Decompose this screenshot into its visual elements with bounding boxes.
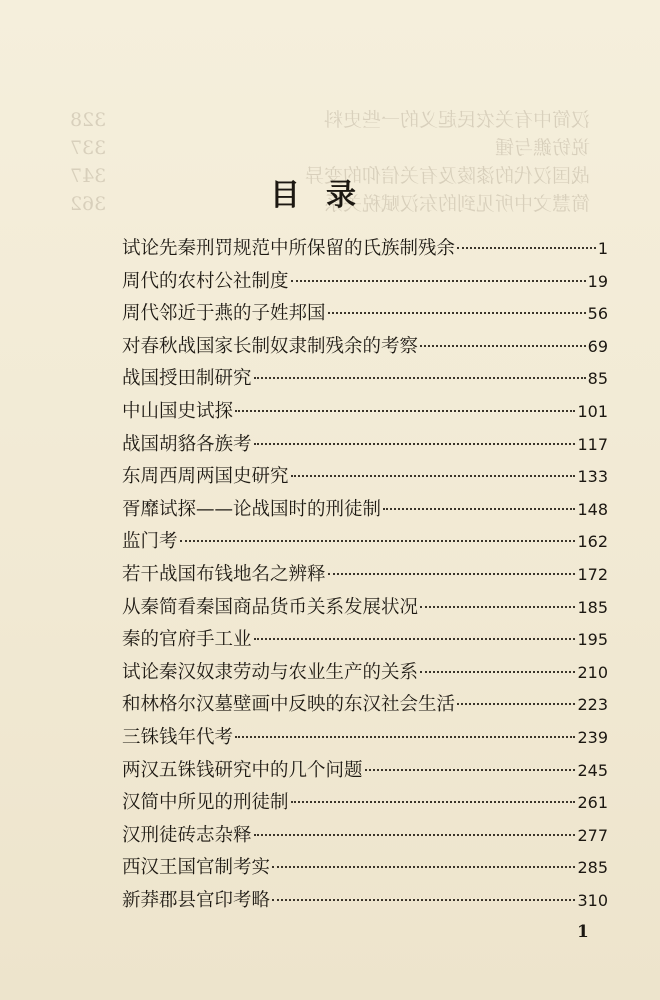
- leader-dots: [272, 879, 575, 901]
- leader-dots: [383, 488, 575, 510]
- toc-entry-page: 162: [577, 532, 608, 552]
- page-number: 1: [577, 922, 589, 942]
- leader-dots: [180, 520, 576, 542]
- leader-dots: [291, 455, 576, 477]
- toc-entry-page: 1: [597, 239, 608, 258]
- bleed-through-line: 简慧文中所见到的东汉赋税关系 362: [70, 193, 590, 215]
- toc-entry-title: 东周西周两国史研究: [122, 466, 289, 488]
- toc-entry-title: 战国授田制研究: [122, 368, 252, 390]
- leader-dots: [420, 651, 575, 673]
- leader-dots: [457, 683, 575, 705]
- toc-entry: [122, 884, 608, 917]
- toc-entry-page: 210: [577, 662, 608, 682]
- toc-entry-title: 秦的官府手工业: [122, 629, 252, 651]
- leader-dots: [235, 716, 575, 738]
- leader-dots: [272, 846, 575, 868]
- toc-entry-page: 148: [577, 499, 608, 519]
- toc-entry-title: 三铢钱年代考: [122, 726, 234, 748]
- toc-entry-title: 汉简中所见的刑徒制: [122, 792, 289, 814]
- toc-entry-page: 56: [587, 304, 608, 324]
- toc-entry-title: 汉刑徒砖志杂释: [122, 824, 252, 846]
- bleed-through-line: 汉简中有关农民起义的一些史料 328: [70, 109, 590, 131]
- toc-entry-page: 285: [577, 858, 608, 878]
- leader-dots: [457, 227, 596, 249]
- toc-entry-title: 和林格尔汉墓壁画中反映的东汉社会生活: [122, 694, 456, 716]
- leader-dots: [235, 390, 575, 412]
- leader-dots: [420, 325, 586, 347]
- leader-dots: [254, 814, 576, 836]
- leader-dots: [420, 586, 575, 608]
- toc-entry-title: 试论先秦刑罚规范中所保留的氏族制残余: [122, 238, 456, 259]
- toc-entry-title: 中山国史试探: [122, 400, 234, 422]
- toc-entry-page: 310: [577, 890, 608, 910]
- leader-dots: [365, 749, 576, 771]
- toc-entry-page: 117: [577, 434, 608, 454]
- toc-entry-title: 战国胡貉各族考: [122, 433, 252, 455]
- leader-dots: [328, 553, 576, 575]
- leader-dots: [254, 618, 576, 640]
- toc-title: 目录: [270, 178, 382, 213]
- toc-entry-page: 195: [577, 630, 608, 650]
- bleed-through-line: 说钫鐎与锺 337: [70, 137, 590, 159]
- toc-entry-title: 周代邻近于燕的子姓邦国: [122, 303, 326, 325]
- toc-entry-title: 从秦简看秦国商品货币关系发展状况: [122, 596, 419, 618]
- toc-entry-page: 85: [587, 369, 608, 389]
- toc-entry-title: 西汉王国官制考实: [122, 857, 271, 879]
- toc-entry-page: 261: [577, 793, 608, 813]
- toc-entry-page: 239: [577, 727, 608, 747]
- toc-entry-title: 对春秋战国家长制奴隶制残余的考察: [122, 335, 419, 357]
- toc-list: [122, 232, 608, 916]
- toc-entry-title: 若干战国布钱地名之辨释: [122, 563, 326, 585]
- toc-entry-page: 277: [577, 825, 608, 845]
- leader-dots: [291, 781, 576, 803]
- toc-entry-page: 245: [577, 760, 608, 780]
- toc-entry-page: 185: [577, 597, 608, 617]
- toc-entry-page: 133: [577, 467, 608, 487]
- leader-dots: [291, 260, 586, 282]
- leader-dots: [254, 423, 576, 445]
- toc-entry-page: 101: [577, 401, 608, 421]
- toc-entry-title: 监门考: [122, 531, 178, 553]
- leader-dots: [254, 357, 586, 379]
- toc-entry-title: 新莽郡县官印考略: [122, 889, 271, 911]
- toc-entry-page: 223: [577, 695, 608, 715]
- toc-entry-title: 周代的农村公社制度: [122, 270, 289, 292]
- toc-entry-title: 两汉五铢钱研究中的几个问题: [122, 759, 363, 781]
- toc-entry-page: 172: [577, 564, 608, 584]
- toc-entry-page: 69: [587, 336, 608, 356]
- bleed-through-line: 战国汉代的漆陵及有关信仰的变异 347: [70, 165, 590, 187]
- leader-dots: [328, 292, 586, 314]
- toc-entry-title: 试论秦汉奴隶劳动与农业生产的关系: [122, 661, 419, 683]
- toc-entry-title: 胥靡试探——论战国时的刑徒制: [122, 498, 382, 520]
- toc-entry-page: 19: [587, 271, 608, 291]
